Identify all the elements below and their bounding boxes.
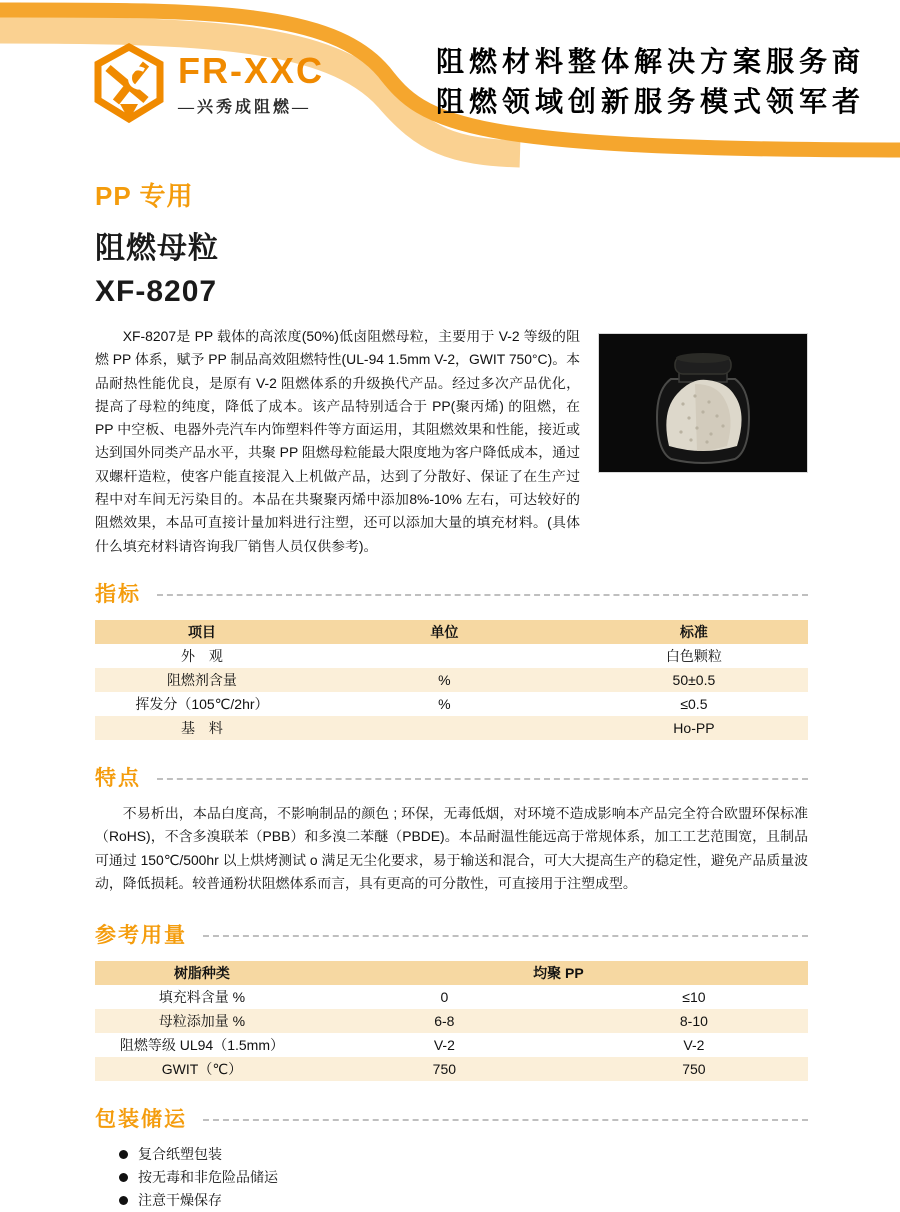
- section-divider: [157, 594, 808, 596]
- brand-tagline: —兴秀成阻燃—: [178, 98, 312, 116]
- specs-col-item: 项目: [95, 620, 309, 644]
- section-divider: [203, 1119, 808, 1121]
- product-badge: PP 专用: [95, 181, 194, 211]
- table-row: [95, 1057, 808, 1081]
- list-item-label: 注意干燥保存: [138, 1192, 222, 1209]
- cell-standard: Ho-PP: [580, 716, 808, 740]
- table-row: [95, 644, 808, 668]
- list-item-label: 按无毒和非危险品储运: [138, 1169, 278, 1186]
- list-item: [119, 1166, 808, 1189]
- dosage-heading: 参考用量: [95, 923, 187, 948]
- dosage-col-homopp: 均聚 PP: [309, 961, 808, 985]
- cell-standard: 50±0.5: [580, 668, 808, 692]
- cell-value: ≤10: [682, 989, 706, 1006]
- specs-heading: 指标: [95, 581, 141, 606]
- bullet-icon: [119, 1150, 128, 1159]
- header-slogan: [436, 42, 865, 122]
- specs-col-standard: 标准: [580, 620, 808, 644]
- table-row: [95, 1033, 808, 1057]
- product-photo: [598, 333, 808, 473]
- cell-unit: [309, 716, 580, 740]
- cell-value: V-2: [683, 1037, 705, 1054]
- slogan-line-2: 阻燃领域创新服务模式领军者: [436, 86, 866, 117]
- product-title: 阻燃母粒: [95, 232, 219, 265]
- main-content: [0, 176, 900, 1212]
- cell-unit: %: [438, 695, 451, 712]
- dosage-header-row: [95, 961, 808, 985]
- cell-item: 阻燃剂含量: [95, 668, 309, 692]
- section-divider: [157, 778, 808, 780]
- specs-table: [95, 620, 808, 740]
- cell-value: 8-10: [580, 1009, 808, 1033]
- cell-value: 0: [440, 989, 449, 1006]
- cell-item: 外 观: [180, 647, 223, 664]
- features-text: 不易析出，本品白度高，不影响制品的颜色 ; 环保，无毒低烟，对环境不造成影响本产品完全符合欧盟环保标准（RoHS)，不含多溴联苯（PBB）和多溴二苯醚（PBDE)。本品耐温性能远高于常规体系，加工工艺范围宽，且制品可通过 150℃/500hr 以上烘烤测试 o 满足无尘化要求，易于输送和混合，可大大提高生产的稳定性，避免产品质量波动，降低损耗。较普通粉状阻燃体系而言，具有更高的可分散性，可直接用于注塑成型。: [95, 804, 808, 891]
- list-item: [119, 1189, 808, 1212]
- slogan-line-1: 阻燃材料整体解决方案服务商: [436, 46, 866, 77]
- cell-value: 750: [580, 1057, 808, 1081]
- table-row: [95, 692, 808, 716]
- table-row: [95, 985, 808, 1009]
- product-model: XF-8207: [95, 275, 218, 308]
- cell-value: V-2: [433, 1037, 455, 1054]
- cell-item: 填充料含量 %: [158, 989, 246, 1006]
- brand-name: FR-XXC: [178, 49, 324, 91]
- dosage-col-resin: 树脂种类: [95, 961, 309, 985]
- brand-emblem-icon: [92, 44, 166, 124]
- table-row: [95, 716, 808, 740]
- cell-item: GWIT（℃）: [95, 1057, 309, 1081]
- cell-item: 挥发分（105℃/2hr）: [135, 695, 269, 712]
- cell-item: 基 料: [95, 716, 309, 740]
- bullet-icon: [119, 1196, 128, 1205]
- bullet-icon: [119, 1173, 128, 1182]
- table-row: [95, 668, 808, 692]
- dosage-table: [95, 961, 808, 1081]
- packaging-list: [119, 1143, 808, 1212]
- cell-unit: [309, 644, 580, 668]
- specs-col-unit: 单位: [309, 620, 580, 644]
- cell-standard: 白色颗粒: [665, 647, 722, 664]
- cell-value: 750: [309, 1057, 580, 1081]
- cell-value: 6-8: [309, 1009, 580, 1033]
- list-item-label: 复合纸塑包装: [138, 1146, 222, 1163]
- product-description: XF-8207是 PP 载体的高浓度(50%)低卤阻燃母粒，主要用于 V-2 等级的阻燃 PP 体系，赋予 PP 制品高效阻燃特性(UL-94 1.5mm V-2，GWIT 750°C)。本品耐热性能优良，是原有 V-2 阻燃体系的升级换代产品。经过多次产品优化，提高了母粒的纯度，降低了成本。该产品特别适合于 PP(聚丙烯) 的阻燃，在 PP 中空板、电器外壳汽车内饰塑料件等方面运用，其阻燃效果和性能，接近或达到国外同类产品水平，共聚 PP 阻燃母粒能最大限度地为客户降低成本，通过双螺杆造粒，使客户能直接混入上机做产品，达到了分散好、保证了在生产过程中对车间无污染目的。本品在共聚聚丙烯中添加8%-10% 左右，可达较好的阻燃效果，本品可直接计量加料进行注塑，还可以添加大量的填充材料。(具体什么填充材料请咨询我厂销售人员仅供参考)。: [95, 328, 580, 554]
- cell-item: 阻燃等级 UL94（1.5mm）: [119, 1037, 285, 1054]
- table-row: [95, 1009, 808, 1033]
- cell-unit: %: [309, 668, 580, 692]
- cell-standard: ≤0.5: [680, 695, 708, 712]
- page-header: [0, 0, 900, 170]
- pellet-jar-image: [599, 334, 807, 472]
- specs-header-row: [95, 620, 808, 644]
- packaging-heading: 包装储运: [95, 1107, 187, 1132]
- list-item: [119, 1143, 808, 1166]
- section-divider: [203, 935, 808, 937]
- brand-logo: [92, 44, 324, 124]
- cell-item: 母粒添加量 %: [95, 1009, 309, 1033]
- features-heading: 特点: [95, 765, 141, 790]
